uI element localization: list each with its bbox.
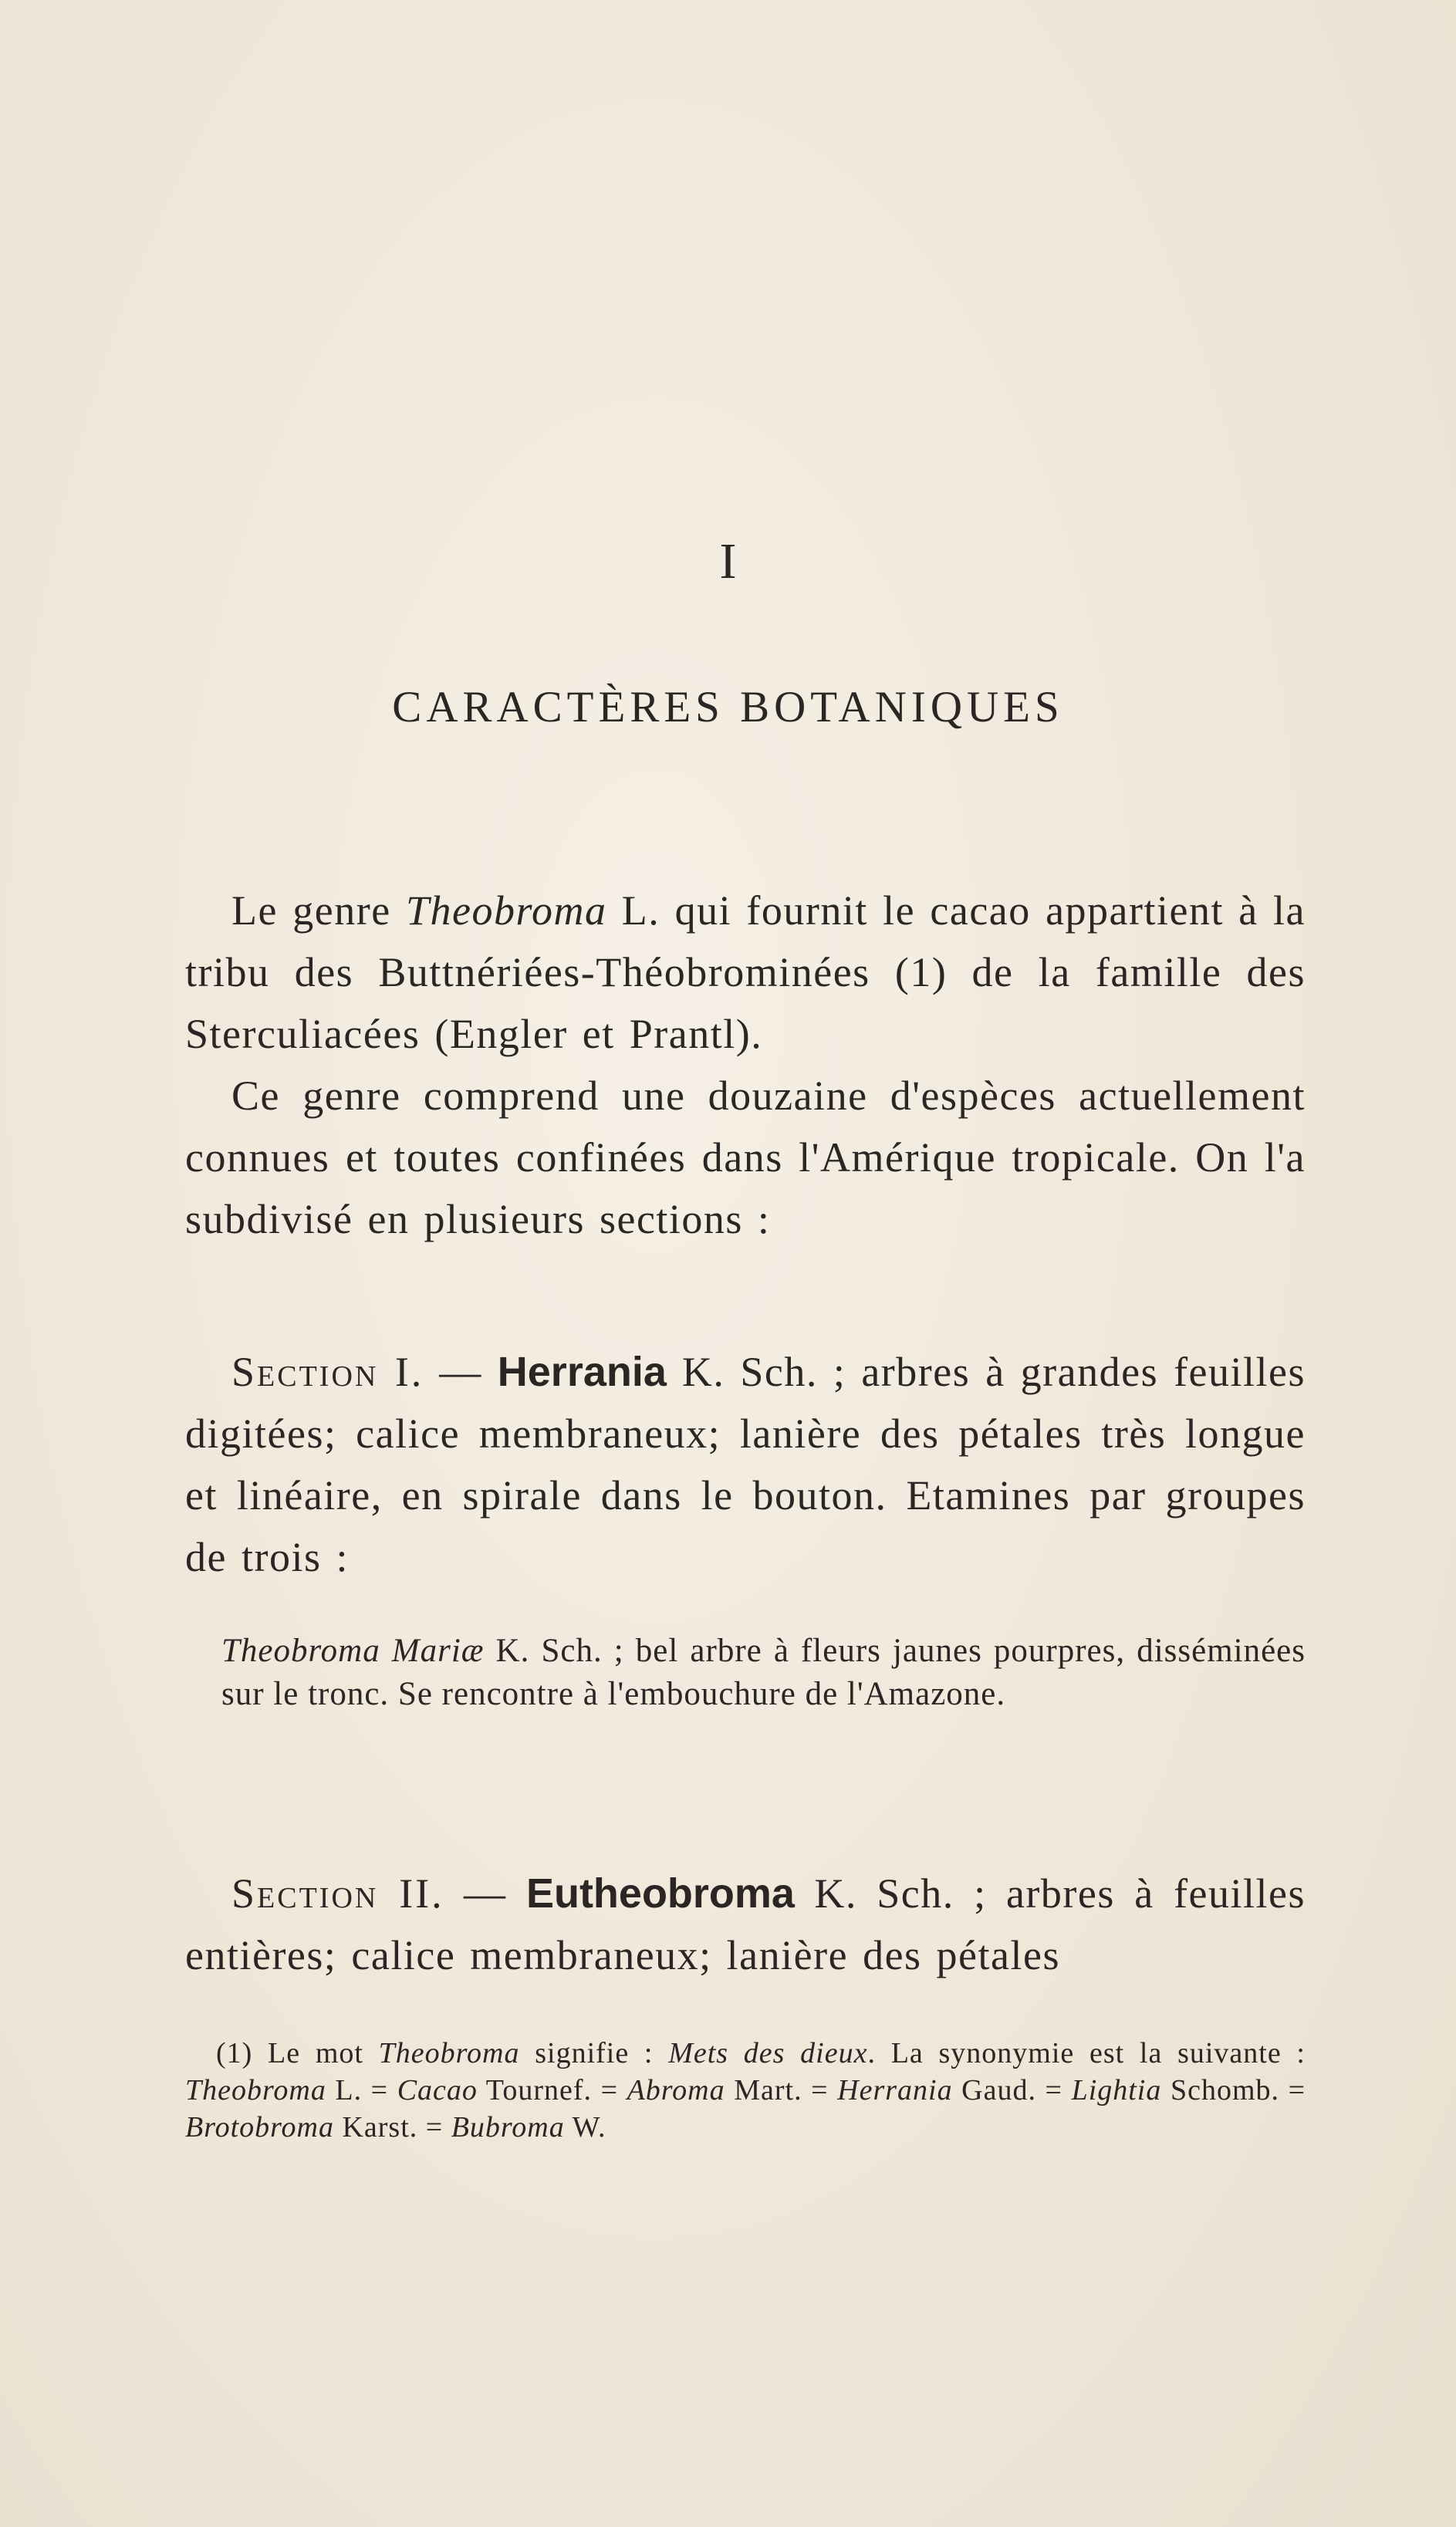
footnote-italic: Brotobroma xyxy=(185,2111,334,2144)
section-1-genus: Herrania xyxy=(497,1349,667,1395)
species-theobroma-mariae xyxy=(221,1630,1306,1716)
footnote-italic: Cacao xyxy=(397,2074,478,2106)
footnote-text: Schomb. = xyxy=(1161,2074,1306,2106)
footnote-italic: Bubroma xyxy=(451,2111,565,2144)
section-1-paragraph xyxy=(185,1341,1306,1588)
species-name: Theobroma Mariæ xyxy=(221,1633,485,1669)
footnote-text: Mart. = xyxy=(725,2074,838,2106)
section-2-dash: — xyxy=(444,1870,526,1917)
footnote-italic: Theobroma xyxy=(378,2037,520,2069)
footnote-text: Tournef. = xyxy=(477,2074,627,2106)
footnote-text: Gaud. = xyxy=(952,2074,1072,2106)
footnote-text: Le mot xyxy=(268,2037,379,2069)
intro-paragraph-1 xyxy=(185,880,1306,1065)
footnote-italic: Herrania xyxy=(837,2074,953,2106)
section-1-dash: — xyxy=(424,1349,498,1395)
section-2-paragraph xyxy=(185,1863,1306,1986)
intro-text-b: L. qui fournit le cacao appartient à la tribu des Buttnériées-Théobrominées (1) de la famille des Sterculiacées (Engler et Prantl). xyxy=(185,887,1306,1057)
footnote-italic: Mets des dieux xyxy=(668,2037,868,2069)
footnote-text: . La synonymie est la suivante : xyxy=(867,2037,1306,2069)
footnote-italic: Lightia xyxy=(1071,2074,1162,2106)
footnote-text: W. xyxy=(564,2111,606,2144)
genus-name-theobroma: Theobroma xyxy=(405,887,607,934)
section-1-label: Section I. xyxy=(231,1349,424,1395)
footnote-text: signifie : xyxy=(519,2037,669,2069)
species-description: K. Sch. ; bel arbre à fleurs jaunes pourpres, disséminées sur le tronc. Se rencontre à l'embouchure de l'Amazone. xyxy=(221,1633,1306,1712)
footnote-1 xyxy=(185,2035,1306,2146)
chapter-number: I xyxy=(719,533,737,590)
section-1-description: K. Sch. ; arbres à grandes feuilles digitées; calice membraneux; lanière des pétales très longue et linéaire, en spirale dans le bouton. Etamines par groupes de trois : xyxy=(185,1349,1306,1580)
footnote-italic: Theobroma xyxy=(185,2074,326,2106)
section-2-label: Section II. xyxy=(231,1870,444,1917)
intro-text-a: Le genre xyxy=(231,887,406,934)
footnote-italic: Abroma xyxy=(627,2074,725,2106)
chapter-title: CARACTÈRES BOTANIQUES xyxy=(392,683,1064,731)
section-2-description: K. Sch. ; arbres à feuilles entières; calice membraneux; lanière des pétales xyxy=(185,1870,1306,1978)
section-2-genus: Eutheobroma xyxy=(525,1870,795,1917)
intro-paragraph-2: Ce genre comprend une douzaine d'espèces actuellement connues et toutes confinées dans l'Amérique tropicale. On l'a subdivisé en plusieurs sections : xyxy=(185,1073,1306,1242)
footnote-text: L. = xyxy=(326,2074,397,2106)
footnote-marker: (1) xyxy=(216,2037,269,2069)
footnote-text: Karst. = xyxy=(333,2111,451,2144)
